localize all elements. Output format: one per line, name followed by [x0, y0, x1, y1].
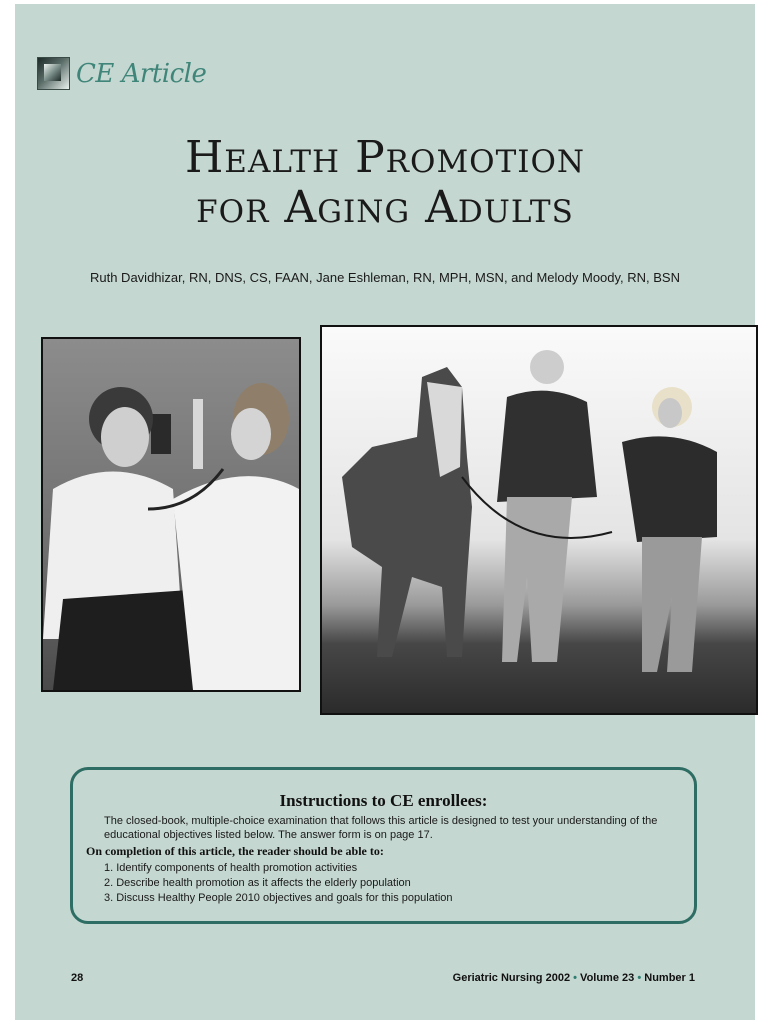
wall-mount-icon [151, 414, 171, 454]
objective-item: 1. Identify components of health promotion activities [104, 862, 358, 874]
journal-volume: Volume 23 [580, 972, 635, 984]
nurse-coat [173, 476, 299, 690]
bullet-icon: • [573, 972, 581, 984]
page-number: 28 [71, 972, 84, 984]
man-fleece [497, 391, 597, 502]
nurse-face [231, 408, 271, 460]
wall-device-icon [193, 399, 203, 469]
journal-citation [453, 972, 695, 984]
photo-couple-horse [320, 325, 758, 715]
woman-fleece [622, 436, 717, 542]
objectives-heading: On completion of this article, the reader should be able to: [86, 844, 384, 858]
man-head [530, 350, 564, 384]
man-pants [502, 497, 572, 662]
patient-pants [53, 589, 203, 690]
ce-logo-icon [37, 57, 70, 90]
woman-face [658, 398, 682, 428]
journal-number: Number 1 [644, 972, 695, 984]
ce-article-label: CE Article [76, 58, 207, 89]
objectives-list [104, 861, 453, 906]
objective-item: 3. Discuss Healthy People 2010 objectives and goals for this population [104, 892, 453, 904]
instructions-title: Instructions to CE enrollees: [279, 791, 488, 810]
journal-name: Geriatric Nursing 2002 [452, 972, 571, 984]
woman-pants [642, 537, 702, 672]
objective-item: 2. Describe health promotion as it affects the elderly population [104, 877, 411, 889]
article-title-line1: Health Promotion [184, 132, 586, 183]
photo-nurse-patient [41, 337, 301, 692]
instructions-box [70, 767, 697, 924]
bullet-icon: • [637, 972, 645, 984]
couple-horse-illustration [322, 327, 756, 713]
patient-face [101, 407, 149, 467]
article-title-line2: for Aging Adults [196, 182, 574, 233]
ce-article-header [37, 57, 206, 90]
authors-byline: Ruth Davidhizar, RN, DNS, CS, FAAN, Jane Eshleman, RN, MPH, MSN, and Melody Moody, RN, BSN [89, 270, 680, 285]
instructions-body: The closed-book, multiple-choice examination that follows this article is designed to test your understanding of the educational objectives listed below. The answer form is on page 17. [104, 815, 658, 841]
nurse-patient-illustration [43, 339, 299, 690]
